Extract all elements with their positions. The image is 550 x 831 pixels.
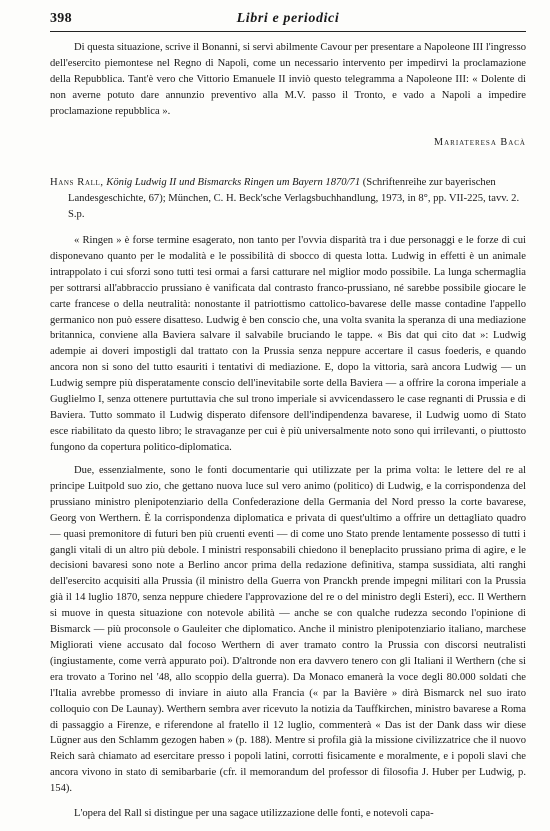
reviewer-signature: Mariateresa Bacà	[434, 137, 526, 148]
citation-author: Hans Rall,	[50, 177, 104, 188]
citation-publication: (Schriftenreihe zur bayerischen Landesgeschichte, 67); München, C. H. Beck'sche Verlagsbuchhandlung, 1973, in 8°, pp. VII-225, tavv. 2. S.p.	[68, 177, 520, 220]
review-paragraph: Due, essenzialmente, sono le fonti documentarie qui utilizzate per la prima volta: le lettere del re al principe Luitpold suo zio, che gettano nuova luce sul vero animo (politico) di Ludwig, e la corrispondenza del prussiano ministro plenipotenziario della Confederazione della Germania del Nord presso la corte bavarese, Georg von Werthern. È la corrispondenza diplomatica e privata di quest'ultimo a offrire un dettagliato quadro — quasi premonitore di futuri ben più cruenti eventi — di come uno Stato prende lentamente possesso di tutti i gangli vitali di un altro più debole. I ministri responsabili chiedono il beneplacito prussiano prima di agire, e le decisioni bavaresi sono note a Berlino ancor prima della redazione definitiva, stampa sussidiata, alti ranghi dell'esercito acquisiti alla Prussia (il ministro della Guerra von Pranckh prende impegni militari con la Prussia già il 14 luglio 1870, senza neppure chiedere l'approvazione del re o del ministro degli Esteri), ecc. Il Werthern si muove in questa situazione con notevole abilità — anche se con qualche rudezza secondo l'opinione di Bismarck — più proconsole o Gauleiter che diplomatico. Anche il ministro plenipotenziario italiano, marchese Migliorati viene accusato dal focoso Werthern di aver tramato contro la Prussia con discorsi neutralisti (ingiustamente, come verrà appurato poi). D'altronde non era davvero tenero con gli Italiani il Werthern (che si era trovato a Torino nel '48, allo scoppio della guerra). Da Monaco emanerà la voce degli 80.000 soldati che l'Italia avrebbe promesso di inviare in aiuto alla Francia (« par la Bavière » dirà Bismarck nel suo irato colloquio con De Launay). Werthern sembra aver ricevuto la notizia da Tauffkirchen, ministro bavarese a Roma di passaggio a Firenze, e riferendone al fratello il 12 luglio, commenterà « Das ist der Dank dass wir diese Lügner aus den Schlamm gezogen haben » (p. 188). Mentre si profila già la missione civilizzatrice che il nuovo Reich sarà chiamato ad esercitare presso i popoli latini, corrotti fisicamente e moralmente, e i popoli slavi che ancora vivono in stato di semibarbarie (cfr. il memorandum del professor di filosofia J. Huber per Ludwig, p. 154).	[50, 465, 526, 795]
journal-title: Libri e periodici	[236, 11, 340, 26]
book-citation	[50, 175, 526, 223]
review-paragraph: « Ringen » è forse termine esagerato, non tanto per l'ovvia disparità tra i due personaggi e le forze di cui disponevano quanto per le modalità e le possibilità di sbocco di questa lotta. Ludwig in effetti è un animale intrappolato i cui sforzi sono tutti tesi ormai a farsi catturare nel miglior modo possibile. La lunga schermaglia per sottrarsi all'abbraccio prussiano è vanificata dal contrasto franco-prussiano, né sarebbe possibile giocare le carte francese o della neutralità: nonostante il patriottismo cattolico-bavarese delle masse contadine l'appello germanico non può essere disatteso. Ludwig è ben conscio che, una volta svanita la speranza di una mediazione britannica, conviene alla Baviera salvare il salvabile bruciando le tappe. « Bis dat qui cito dat »: Ludwig adempie ai doveri impostigli dal trattato con la Prussia senza neppure accertare il casus foederis, e quando ancora non si sono del tutto esauriti i tentativi di mediazione. E, dopo la vittoria, sarà ancora Ludwig — un Ludwig sempre più disperatamente conscio dell'inevitabile sorte della Baviera — a offrire la corona imperiale a Guglielmo I, senza ottenere purtuttavia che sul trono imperiale si avvicendassero le case regnanti di Prussia e di Baviera. Tutto sommato il Ludwig disperato difensore dell'indipendenza bavarese, il Ludwig uomo di Stato esce riabilitato da questo libro; le stravaganze per cui è più universalmente noto sono qui irrilevanti, o piuttosto fungono da copertura politico-diplomatica.	[50, 235, 526, 453]
review-paragraph: Di questa situazione, scrive il Bonanni, si servì abilmente Cavour per presentare a Napoleone III l'ingresso dell'esercito piemontese nel Regno di Napoli, come un necessario intervento per impedirvi la proclamazione della Repubblica. Tant'è vero che Vittorio Emanuele II inviò questo telegramma a Napoleone III: « Dolente di non averne potuto dare annunzio preventivo alla M.V. passo il Tronto, e vado a Napoli a impedire proclamazione repubblica ».	[50, 42, 526, 117]
review-paragraph: L'opera del Rall si distingue per una sagace utilizzazione delle fonti, e notevoli capa-	[74, 808, 434, 819]
page-number: 398	[50, 11, 72, 26]
running-header	[50, 11, 526, 32]
citation-title: König Ludwig II und Bismarcks Ringen um Bayern 1870/71	[106, 177, 361, 188]
